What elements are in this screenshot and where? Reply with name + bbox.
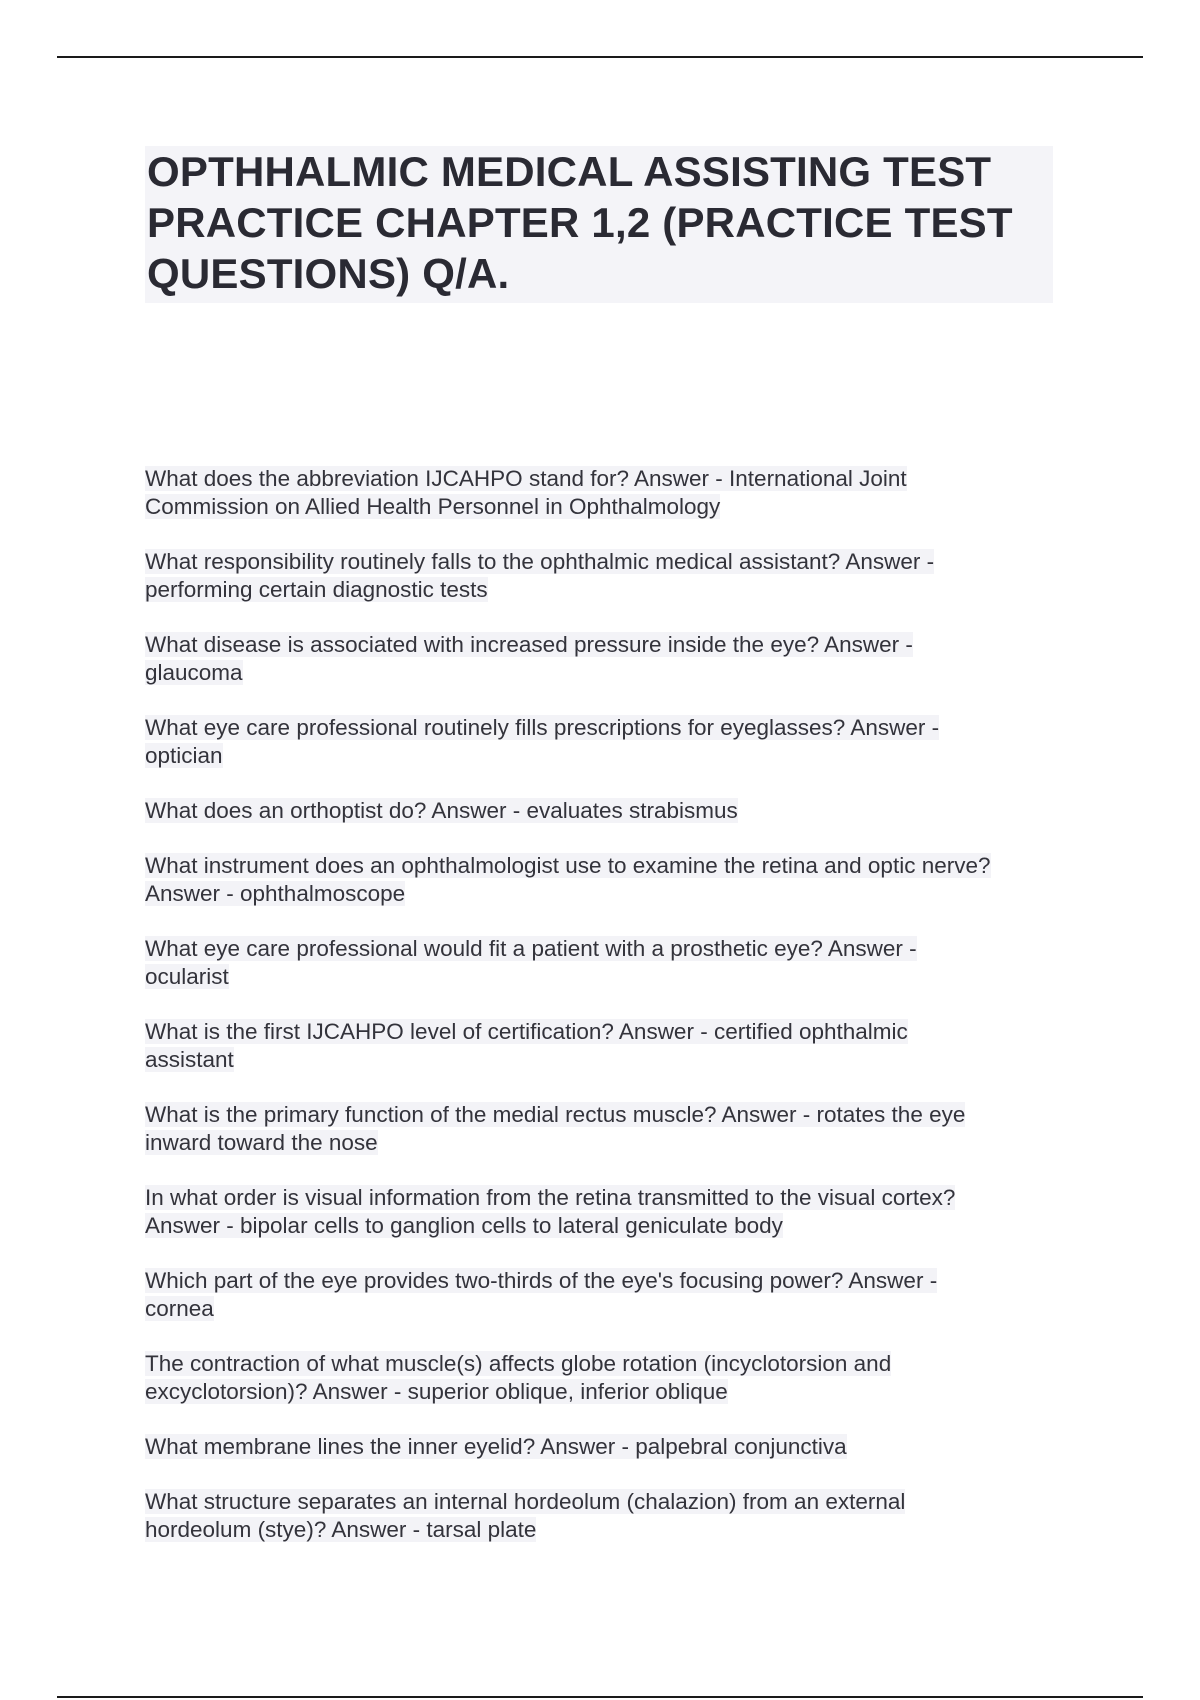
qa-item: [145, 1101, 1065, 1157]
qa-line: Commission on Allied Health Personnel in Ophthalmology: [145, 494, 721, 519]
qa-line: What does the abbreviation IJCAHPO stand for? Answer - International Joint: [145, 466, 907, 491]
top-divider: [57, 56, 1143, 58]
qa-line: inward toward the nose: [145, 1130, 378, 1155]
bottom-divider: [57, 1696, 1143, 1698]
qa-line: What instrument does an ophthalmologist use to examine the retina and optic nerve?: [145, 853, 991, 878]
qa-line: Answer - bipolar cells to ganglion cells to lateral geniculate body: [145, 1213, 783, 1238]
qa-item: [145, 548, 1065, 604]
qa-line: What disease is associated with increased pressure inside the eye? Answer -: [145, 632, 913, 657]
qa-item: [145, 852, 1065, 908]
qa-line: What membrane lines the inner eyelid? Answer - palpebral conjunctiva: [145, 1434, 847, 1459]
qa-item: [145, 1018, 1065, 1074]
qa-line: hordeolum (stye)? Answer - tarsal plate: [145, 1517, 537, 1542]
qa-line: What is the primary function of the medial rectus muscle? Answer - rotates the eye: [145, 1102, 966, 1127]
qa-item: [145, 1184, 1065, 1240]
qa-line: The contraction of what muscle(s) affects globe rotation (incyclotorsion and: [145, 1351, 892, 1376]
title-line: PRACTICE CHAPTER 1,2 (PRACTICE TEST: [147, 199, 1013, 246]
qa-item: [145, 935, 1065, 991]
qa-line: What is the first IJCAHPO level of certification? Answer - certified ophthalmic: [145, 1019, 908, 1044]
qa-item: [145, 714, 1065, 770]
qa-item: [145, 1267, 1065, 1323]
qa-item: [145, 797, 1065, 825]
qa-line: assistant: [145, 1047, 234, 1072]
qa-line: What structure separates an internal hordeolum (chalazion) from an external: [145, 1489, 906, 1514]
qa-line: What does an orthoptist do? Answer - evaluates strabismus: [145, 798, 738, 823]
qa-line: Answer - ophthalmoscope: [145, 881, 406, 906]
qa-line: What eye care professional routinely fills prescriptions for eyeglasses? Answer -: [145, 715, 940, 740]
qa-line: In what order is visual information from the retina transmitted to the visual cortex?: [145, 1185, 956, 1210]
title-line: OPTHHALMIC MEDICAL ASSISTING TEST: [147, 148, 992, 195]
qa-item: [145, 631, 1065, 687]
qa-line: glaucoma: [145, 660, 243, 685]
qa-line: performing certain diagnostic tests: [145, 577, 488, 602]
qa-list: [145, 465, 1065, 1571]
qa-line: excyclotorsion)? Answer - superior oblique, inferior oblique: [145, 1379, 728, 1404]
qa-line: What eye care professional would fit a patient with a prosthetic eye? Answer -: [145, 936, 917, 961]
qa-item: [145, 465, 1065, 521]
qa-line: optician: [145, 743, 223, 768]
qa-line: ocularist: [145, 964, 229, 989]
title-line: QUESTIONS) Q/A.: [147, 250, 510, 297]
qa-item: [145, 1488, 1065, 1544]
qa-line: Which part of the eye provides two-thirds of the eye's focusing power? Answer -: [145, 1268, 938, 1293]
title-block: [145, 146, 1053, 303]
qa-item: [145, 1433, 1065, 1461]
qa-line: cornea: [145, 1296, 214, 1321]
qa-line: What responsibility routinely falls to the ophthalmic medical assistant? Answer -: [145, 549, 935, 574]
qa-item: [145, 1350, 1065, 1406]
page-title: [145, 146, 1053, 303]
